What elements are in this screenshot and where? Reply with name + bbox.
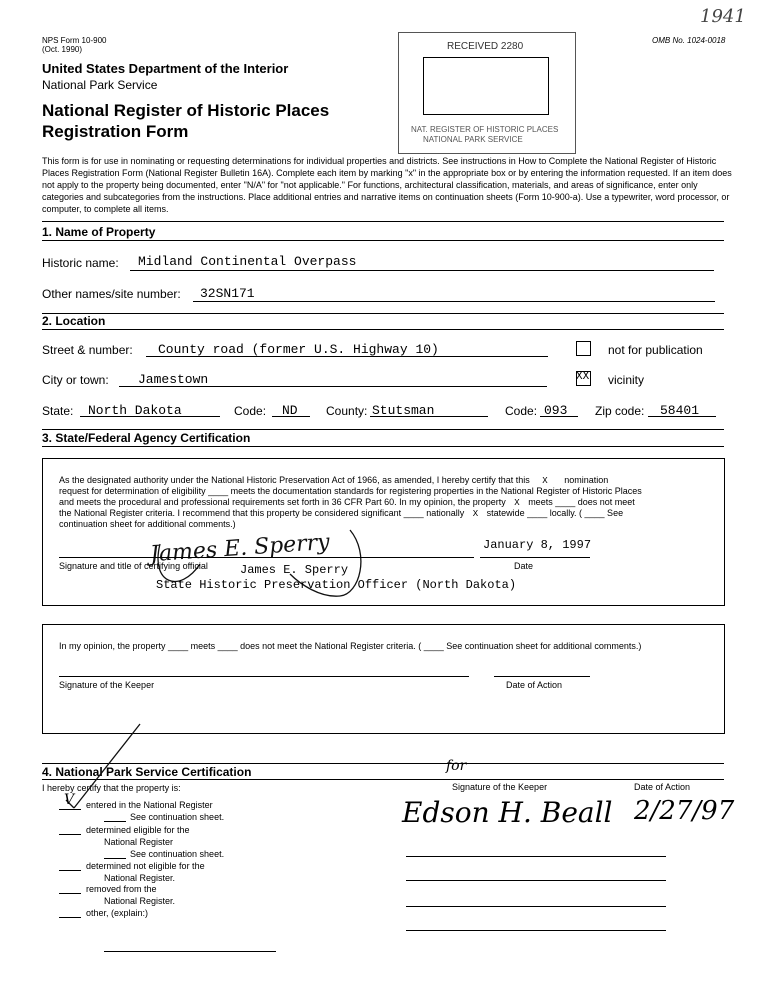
blank-line: [59, 893, 81, 894]
signature-line: [406, 906, 666, 907]
street-value: County road (former U.S. Highway 10): [158, 342, 439, 357]
zip-underline: [648, 416, 716, 417]
divider: [42, 329, 724, 330]
keeper-date-line: [494, 676, 590, 677]
form-title-line2: Registration Form: [42, 122, 189, 141]
street-label: Street & number:: [42, 343, 133, 357]
cert-line1: As the designated authority under the National Historic Preservation Act of 1966, as amended, I hereby certify that this: [59, 475, 530, 485]
divider: [42, 221, 724, 222]
signature-line: [59, 557, 474, 558]
cert-statewide-mark: X: [472, 509, 479, 519]
nps-item-eligible: determined eligible for the: [86, 825, 190, 835]
nps-item-removed-nr: National Register.: [104, 896, 176, 906]
section-2-heading: 2. Location: [42, 314, 106, 328]
keeper-signature: Edson H. Beall: [402, 796, 613, 829]
other-names-underline: [193, 301, 715, 302]
signer-title: State Historic Preservation Officer (North Dakota): [156, 578, 517, 592]
cert-nomination-label: nomination: [564, 475, 609, 485]
nps-item-eligible-nr: National Register: [104, 837, 174, 847]
blank-line: [104, 821, 126, 822]
certification-date: January 8, 1997: [483, 538, 592, 552]
department-name: United States Department of the Interior: [42, 61, 289, 76]
signature-line: [406, 930, 666, 931]
city-value: Jamestown: [138, 372, 209, 387]
not-for-publication-checkbox[interactable]: [576, 341, 591, 356]
historic-name-label: Historic name:: [42, 256, 119, 270]
cert-line5: continuation sheet for additional comments.): [59, 519, 236, 529]
nps-date-label: Date of Action: [634, 782, 691, 792]
keeper-signature-label: Signature of the Keeper: [59, 680, 155, 690]
for-note: for: [446, 758, 467, 774]
blank-line: [59, 917, 81, 918]
blank-line: [104, 858, 126, 859]
nps-item-entered: entered in the National Register: [86, 800, 213, 810]
divider: [42, 240, 724, 241]
county-code-value: 093: [544, 403, 568, 418]
nps-item-removed: removed from the: [86, 884, 157, 894]
form-date: (Oct. 1990): [42, 45, 83, 54]
section-4-heading: 4. National Park Service Certification: [42, 765, 252, 779]
nps-signature-label: Signature of the Keeper: [452, 782, 548, 792]
historic-name-underline: [130, 270, 714, 271]
county-code-label: Code:: [505, 404, 538, 418]
blank-line: [59, 834, 81, 835]
keeper-date-label: Date of Action: [506, 680, 563, 690]
street-underline: [146, 356, 548, 357]
blank-line: [59, 809, 81, 810]
form-title-line1: National Register of Historic Places: [42, 101, 330, 120]
service-name: National Park Service: [42, 78, 158, 92]
county-label: County:: [326, 404, 368, 418]
stamp-inner-box: [423, 57, 549, 115]
keeper-opinion-text: In my opinion, the property ____ meets ____ does not meet the National Register criteria. ( ____ See continuation sheet for additional comments.): [59, 641, 642, 651]
nps-item-other: other, (explain:): [86, 908, 149, 918]
signature-line: [406, 880, 666, 881]
nps-item-continuation-1: See continuation sheet.: [130, 812, 225, 822]
date-label: Date: [514, 561, 534, 571]
cert-nomination-mark: X: [542, 476, 548, 486]
cert-line4: the National Register criteria. I recommend that this property be considered significant ____ nationally: [59, 508, 465, 518]
county-code-underline: [540, 416, 578, 417]
cert-meets-mark: X: [514, 498, 520, 508]
divider: [42, 313, 724, 314]
cert-line3: and meets the procedural and professional requirements set forth in 36 CFR Part 60. In my opinion, the property: [59, 497, 506, 507]
nps-certify-text: I hereby certify that the property is:: [42, 783, 181, 793]
state-code-label: Code:: [234, 404, 267, 418]
cert-meets-label: meets ____ does not meet: [528, 497, 635, 507]
vicinity-checkbox[interactable]: [576, 371, 591, 386]
cert-line2: request for determination of eligibility ____ meets the documentation standards for registering properties in the National Register of Historic Places: [59, 486, 642, 496]
state-code-underline: [272, 416, 310, 417]
form-number: NPS Form 10-900: [42, 36, 107, 45]
state-code-value: ND: [282, 403, 298, 418]
corner-handwritten-mark: 1941: [700, 6, 746, 27]
entered-check-mark: V: [64, 792, 75, 808]
keeper-signature-line: [59, 676, 469, 677]
nps-item-not-eligible-nr: National Register.: [104, 873, 176, 883]
cert-statewide-label: statewide ____ locally. ( ____ See: [486, 508, 624, 518]
blank-line: [59, 870, 81, 871]
vicinity-label: vicinity: [608, 373, 645, 387]
divider: [42, 429, 724, 430]
received-stamp-text: RECEIVED 2280: [447, 41, 524, 52]
county-value: Stutsman: [372, 403, 435, 418]
signer-name: James E. Sperry: [240, 563, 349, 577]
certifying-official-signature: James E. Sperry: [149, 529, 331, 568]
stamp-register-text: NAT. REGISTER OF HISTORIC PLACES: [411, 125, 559, 134]
other-names-label: Other names/site number:: [42, 287, 181, 301]
signature-line: [406, 856, 666, 857]
city-label: City or town:: [42, 373, 109, 387]
date-line: [480, 557, 590, 558]
stamp-service-text: NATIONAL PARK SERVICE: [423, 135, 523, 144]
action-date: 2/27/97: [634, 796, 735, 826]
section-3-heading: 3. State/Federal Agency Certification: [42, 431, 251, 445]
explain-line: [104, 951, 276, 952]
city-underline: [119, 386, 547, 387]
received-stamp: [398, 32, 576, 154]
vicinity-mark: XX: [576, 371, 590, 383]
nps-item-continuation-2: See continuation sheet.: [130, 849, 225, 859]
state-underline: [80, 416, 220, 417]
historic-name-value: Midland Continental Overpass: [138, 254, 357, 269]
not-for-publication-label: not for publication: [608, 343, 703, 357]
intro-paragraph: This form is for use in nominating or requesting determinations for individual properties and districts. See instructions in How to Complete the National Register of Historic Places Registration Form (National Register Bulletin 16A). Complete each item by marking "x" in the appropriate box or by entering the information requested. If an item does not apply to the property being documented, enter "N/A" for "not applicable." For functions, architectural classification, materials, and areas of significance, enter only categories and subcategories from the instructions. Place additional entries and narrative items on continuation sheets (Form 10-900-a). Use a typewriter, word processor, or computer, to complete all items.: [42, 156, 732, 214]
county-underline: [370, 416, 488, 417]
other-names-value: 32SN171: [200, 286, 255, 301]
divider: [42, 446, 724, 447]
state-label: State:: [42, 404, 74, 418]
zip-value: 58401: [660, 403, 700, 418]
certifying-official-label: Signature and title of certifying official: [59, 561, 208, 571]
omb-number: OMB No. 1024-0018: [652, 36, 726, 45]
nps-item-not-eligible: determined not eligible for the: [86, 861, 205, 871]
section-1-heading: 1. Name of Property: [42, 225, 156, 239]
state-value: North Dakota: [88, 403, 182, 418]
zip-label: Zip code:: [595, 404, 645, 418]
